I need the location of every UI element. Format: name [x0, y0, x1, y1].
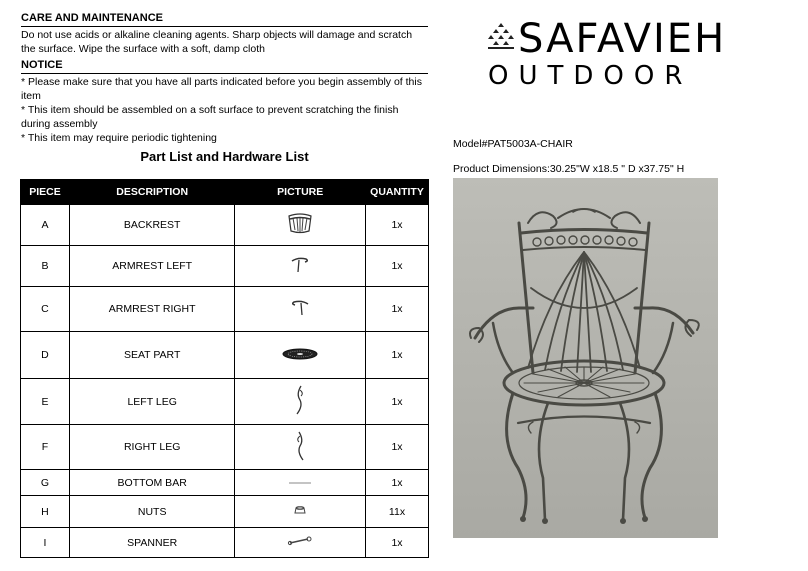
- notice-line-4: during assembly: [21, 118, 98, 130]
- product-dimensions: Product Dimensions:30.25"W x18.5 " D x37.75" H: [453, 163, 685, 175]
- notice-line-2: item: [21, 90, 41, 102]
- picture-cell: [235, 470, 366, 496]
- description-cell: SPANNER: [69, 528, 235, 558]
- bottom-bar-icon: [287, 480, 313, 486]
- quantity-cell: 1x: [366, 379, 429, 425]
- spanner-icon: [287, 536, 313, 546]
- description-cell: NUTS: [69, 496, 235, 528]
- piece-cell: H: [21, 496, 70, 528]
- product-photo: [453, 178, 718, 538]
- table-row: [21, 287, 429, 332]
- table-row: [21, 425, 429, 470]
- quantity-cell: 1x: [366, 470, 429, 496]
- chair-illustration: [453, 178, 718, 538]
- armrest-right-icon: [290, 298, 310, 318]
- picture-cell: [235, 528, 366, 558]
- piece-cell: E: [21, 379, 70, 425]
- description-cell: ARMREST LEFT: [69, 246, 235, 287]
- picture-cell: [235, 425, 366, 470]
- armrest-left-icon: [290, 255, 310, 275]
- care-text: [21, 28, 431, 56]
- col-header-quantity: QUANTITY: [366, 180, 429, 205]
- quantity-cell: 1x: [366, 287, 429, 332]
- picture-cell: [235, 205, 366, 246]
- right-leg-icon: [292, 430, 308, 462]
- piece-cell: I: [21, 528, 70, 558]
- notice-line-5: * This item may require periodic tightening: [21, 132, 217, 144]
- table-row: [21, 496, 429, 528]
- description-cell: SEAT PART: [69, 332, 235, 379]
- piece-cell: A: [21, 205, 70, 246]
- picture-cell: [235, 332, 366, 379]
- description-cell: ARMREST RIGHT: [69, 287, 235, 332]
- description-cell: BACKREST: [69, 205, 235, 246]
- quantity-cell: 1x: [366, 528, 429, 558]
- notice-heading: NOTICE: [21, 59, 63, 71]
- brand-logo: [486, 16, 726, 92]
- table-row: [21, 205, 429, 246]
- left-leg-icon: [292, 384, 308, 416]
- notice-text: [21, 75, 431, 144]
- piece-cell: C: [21, 287, 70, 332]
- quantity-cell: 1x: [366, 205, 429, 246]
- picture-cell: [235, 246, 366, 287]
- description-cell: RIGHT LEG: [69, 425, 235, 470]
- model-number: Model#PAT5003A-CHAIR: [453, 138, 573, 150]
- table-header-row: [21, 180, 429, 205]
- col-header-description: DESCRIPTION: [69, 180, 235, 205]
- seat-icon: [281, 347, 319, 361]
- parts-table: [20, 179, 429, 558]
- table-row: [21, 332, 429, 379]
- table-title: Part List and Hardware List: [140, 149, 309, 164]
- table-row: [21, 470, 429, 496]
- description-cell: BOTTOM BAR: [69, 470, 235, 496]
- nut-icon: [293, 505, 307, 515]
- table-row: [21, 246, 429, 287]
- brand-subtitle: OUTDOOR: [488, 61, 693, 91]
- brand-mark-icon: [486, 22, 516, 52]
- picture-cell: [235, 379, 366, 425]
- notice-line-3: * This item should be assembled on a soft surface to prevent scratching the finish: [21, 104, 399, 116]
- brand-name: SAFAVIEH: [518, 16, 727, 62]
- description-cell: LEFT LEG: [69, 379, 235, 425]
- table-row: [21, 379, 429, 425]
- care-heading: CARE AND MAINTENANCE: [21, 12, 163, 24]
- care-line-2: the surface. Wipe the surface with a soft, damp cloth: [21, 43, 265, 55]
- quantity-cell: 1x: [366, 246, 429, 287]
- quantity-cell: 1x: [366, 425, 429, 470]
- piece-cell: D: [21, 332, 70, 379]
- quantity-cell: 1x: [366, 332, 429, 379]
- divider: [21, 26, 428, 27]
- backrest-icon: [287, 213, 313, 235]
- quantity-cell: 11x: [366, 496, 429, 528]
- picture-cell: [235, 496, 366, 528]
- col-header-picture: PICTURE: [235, 180, 366, 205]
- piece-cell: G: [21, 470, 70, 496]
- col-header-piece: PIECE: [21, 180, 70, 205]
- table-row: [21, 528, 429, 558]
- piece-cell: F: [21, 425, 70, 470]
- picture-cell: [235, 287, 366, 332]
- divider: [21, 73, 428, 74]
- piece-cell: B: [21, 246, 70, 287]
- care-line-1: Do not use acids or alkaline cleaning agents. Sharp objects will damage and scratch: [21, 29, 413, 41]
- notice-line-1: * Please make sure that you have all parts indicated before you begin assembly of this: [21, 76, 422, 88]
